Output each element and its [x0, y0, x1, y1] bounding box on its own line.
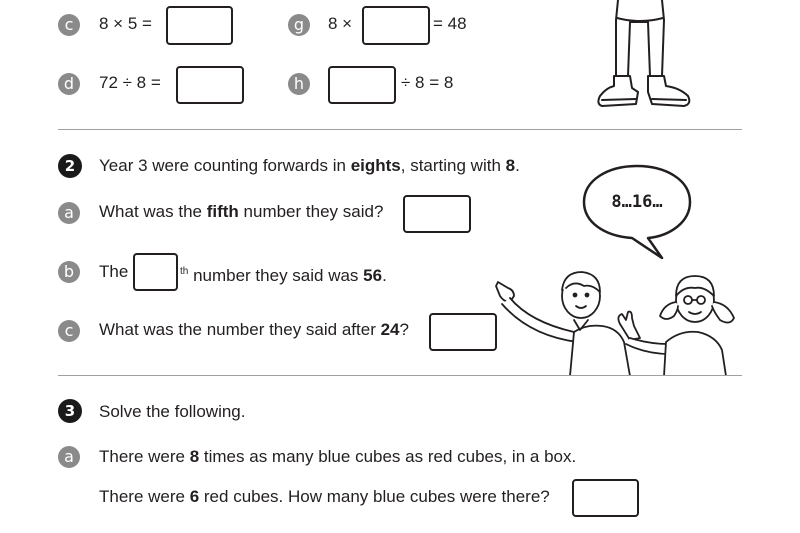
q2c-answer-box[interactable]	[429, 313, 497, 351]
q1g-answer-box[interactable]	[362, 6, 430, 45]
q2b-answer-box[interactable]	[133, 253, 178, 291]
question-3-number: 3	[58, 399, 82, 423]
label-c-circle: c	[58, 14, 80, 36]
q1d-expression: 72 ÷ 8 =	[99, 73, 161, 92]
label-b-circle: b	[58, 261, 80, 283]
children-illustration	[490, 262, 745, 376]
section-divider-2	[58, 375, 742, 376]
label-h-circle: h	[288, 73, 310, 95]
legs-illustration	[590, 0, 700, 112]
q1h-expression-right: ÷ 8 = 8	[401, 73, 454, 92]
speech-bubble-text: 8…16…	[611, 192, 663, 212]
label-g-circle: g	[288, 14, 310, 36]
q3a-line2: There were 6 red cubes. How many blue cubes were there?	[99, 487, 550, 506]
q1g-expression-left: 8 ×	[328, 14, 353, 33]
label-c2-circle: c	[58, 320, 80, 342]
q2-intro: Year 3 were counting forwards in eights, starting with 8.	[99, 156, 520, 175]
section-divider-1	[58, 129, 742, 130]
q3a-line1: There were 8 times as many blue cubes as red cubes, in a box.	[99, 447, 577, 466]
q1h-answer-box[interactable]	[328, 66, 396, 104]
label-a3-circle: a	[58, 446, 80, 468]
label-a-circle: a	[58, 202, 80, 224]
q1g-expression-right: = 48	[433, 14, 467, 33]
q2a-question: What was the fifth number they said?	[99, 202, 384, 221]
q2b-question-post: $^{th}$ number they said was 56.	[180, 266, 387, 285]
q3-intro: Solve the following.	[99, 402, 246, 421]
q3a-answer-box[interactable]	[572, 479, 639, 517]
q1c-expression: 8 × 5 =	[99, 14, 152, 33]
q1d-answer-box[interactable]	[176, 66, 244, 104]
q1c-answer-box[interactable]	[166, 6, 233, 45]
q2b-question-pre: The	[99, 262, 129, 281]
q2c-question: What was the number they said after 24?	[99, 320, 409, 339]
label-d-circle: d	[58, 73, 80, 95]
question-2-number: 2	[58, 154, 82, 178]
q2a-answer-box[interactable]	[403, 195, 471, 233]
